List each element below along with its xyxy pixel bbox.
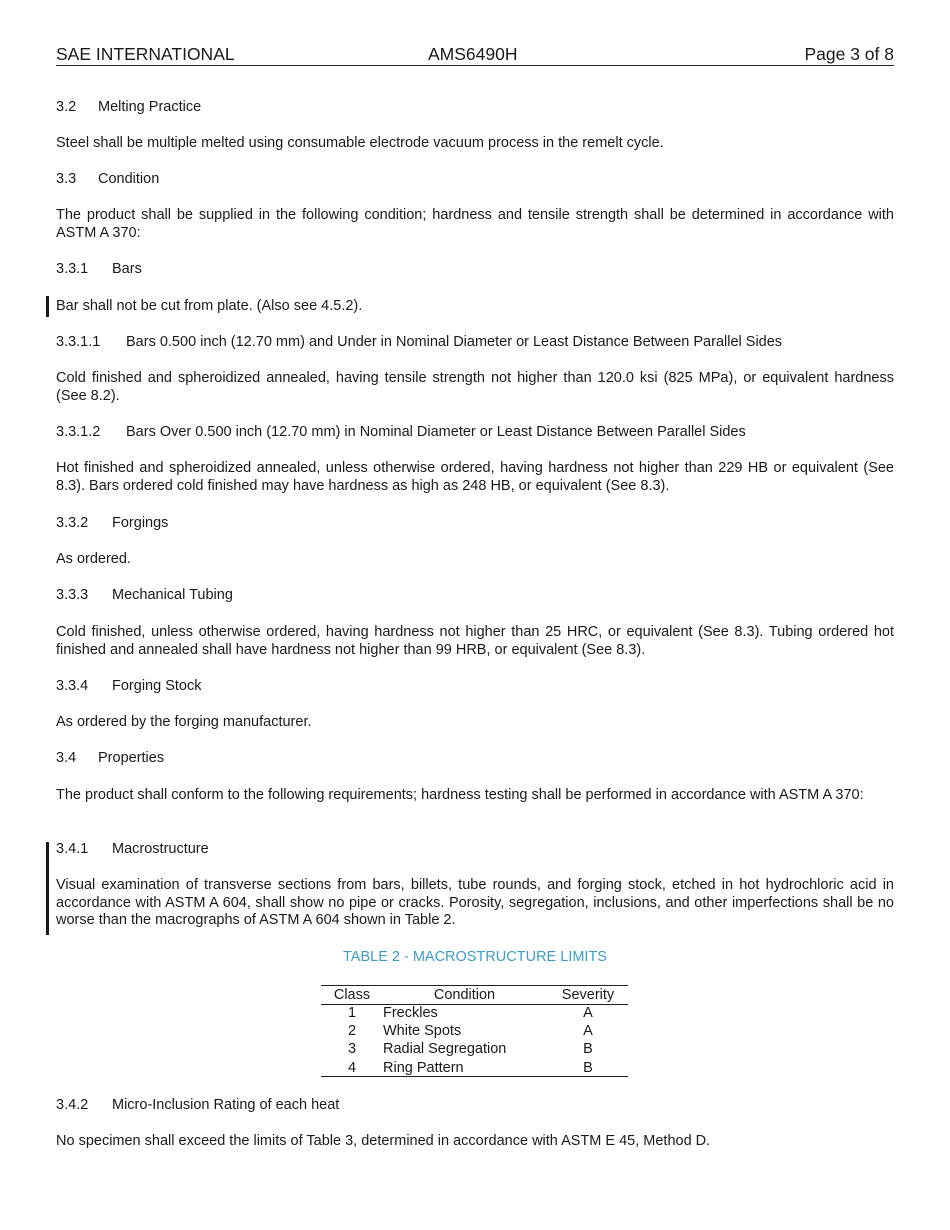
section-number: 3.3.1.1: [56, 334, 101, 350]
cell-class: 1: [347, 1005, 357, 1021]
revision-change-bar: [46, 296, 49, 317]
heading-3-3-2: [56, 515, 894, 533]
header-org: SAE INTERNATIONAL: [56, 44, 235, 64]
section-number: 3.2: [56, 99, 77, 115]
paragraph-3-3: The product shall be supplied in the following condition; hardness and tensile strength shall be determined in accordance with ASTM A 370:: [56, 207, 894, 241]
cell-condition: Ring Pattern: [383, 1059, 464, 1076]
cell-condition: Freckles: [383, 1005, 438, 1021]
paragraph-3-3-2: As ordered.: [56, 551, 131, 567]
heading-3-3-1-1: [56, 334, 894, 352]
section-title: Forgings: [112, 515, 169, 531]
section-title: Melting Practice: [98, 99, 202, 115]
paragraph-3-4-2: No specimen shall exceed the limits of Table 3, determined in accordance with ASTM E 45, Method D.: [56, 1133, 711, 1149]
section-number: 3.3.1.2: [56, 424, 101, 440]
section-title: Bars: [112, 261, 142, 277]
section-number: 3.4.1: [56, 841, 89, 857]
column-header-condition: Condition: [433, 987, 496, 1003]
revision-change-bar: [46, 842, 49, 935]
heading-3-3-4: [56, 678, 894, 696]
section-number: 3.4: [56, 750, 77, 766]
header-page-number: Page 3 of 8: [804, 44, 894, 64]
paragraph-3-3-1-2: Hot finished and spheroidized annealed, unless otherwise ordered, having hardness not higher than 229 HB or equivalent (See 8.3). Bars ordered cold finished may have hardness as high as 248 HB, or equivalent (See 8.3).: [56, 460, 894, 494]
header-doc-id: AMS6490H: [428, 44, 518, 64]
cell-class: 2: [347, 1023, 357, 1040]
paragraph-3-3-4: As ordered by the forging manufacturer.: [56, 714, 312, 730]
page-header: [56, 44, 894, 66]
table-header-row: [321, 986, 628, 1004]
section-title: Macrostructure: [112, 841, 209, 857]
section-number: 3.3.2: [56, 515, 89, 531]
cell-condition: White Spots: [383, 1023, 462, 1040]
section-title: Micro-Inclusion Rating of each heat: [112, 1097, 340, 1113]
paragraph-3-4-1: Visual examination of transverse sections from bars, billets, tube rounds, and forging stock, etched in hot hydrochloric acid in accordance with ASTM A 604, shall show no pipe or cracks. Porosity, segregation, inclusions, and other imperfections shall be no worse than the macrographs of ASTM A 604 shown in Table 2.: [56, 877, 894, 928]
heading-3-4-2: [56, 1097, 894, 1115]
heading-3-3: [56, 171, 894, 189]
cell-severity: A: [583, 1005, 593, 1021]
section-title: Condition: [98, 171, 160, 187]
section-number: 3.4.2: [56, 1097, 89, 1113]
column-header-class: Class: [333, 987, 371, 1003]
heading-3-4-1: [56, 841, 894, 859]
paragraph-3-2: Steel shall be multiple melted using consumable electrode vacuum process in the remelt cycle.: [56, 135, 664, 151]
heading-3-2: [56, 99, 894, 117]
heading-3-4: [56, 750, 894, 768]
column-header-severity: Severity: [561, 987, 615, 1003]
cell-severity: B: [583, 1041, 593, 1058]
table-row: [321, 1059, 628, 1077]
heading-3-3-1-2: [56, 424, 894, 442]
cell-class: 3: [347, 1041, 357, 1058]
table-2-title: TABLE 2 - MACROSTRUCTURE LIMITS: [343, 949, 607, 965]
paragraph-3-3-3: Cold finished, unless otherwise ordered, having hardness not higher than 25 HRC, or equivalent (See 8.3). Tubing ordered hot finished and annealed shall have hardness not higher than 99 HRB, or equivalent (See 8.3).: [56, 624, 894, 658]
heading-3-3-1: [56, 261, 894, 279]
section-number: 3.3.3: [56, 587, 89, 603]
section-title: Forging Stock: [112, 678, 202, 694]
section-title: Bars Over 0.500 inch (12.70 mm) in Nominal Diameter or Least Distance Between Parallel Sides: [126, 424, 746, 440]
section-number: 3.3: [56, 171, 77, 187]
paragraph-3-4: The product shall conform to the following requirements; hardness testing shall be performed in accordance with ASTM A 370:: [56, 787, 864, 803]
table-row: [321, 1040, 628, 1058]
table-bottom-rule: [321, 1076, 628, 1077]
paragraph-3-3-1-1: Cold finished and spheroidized annealed, having tensile strength not higher than 120.0 ksi (825 MPa), or equivalent hardness (See 8.2).: [56, 370, 894, 404]
cell-condition: Radial Segregation: [383, 1041, 507, 1058]
section-title: Properties: [98, 750, 165, 766]
cell-severity: B: [583, 1059, 593, 1076]
table-row: [321, 1022, 628, 1040]
cell-severity: A: [583, 1023, 593, 1040]
cell-class: 4: [347, 1059, 357, 1076]
table-row: [321, 1004, 628, 1022]
section-title: Bars 0.500 inch (12.70 mm) and Under in Nominal Diameter or Least Distance Between Parallel Sides: [126, 334, 783, 350]
section-number: 3.3.1: [56, 261, 89, 277]
section-title: Mechanical Tubing: [112, 587, 233, 603]
paragraph-3-3-1: Bar shall not be cut from plate. (Also see 4.5.2).: [56, 298, 363, 314]
section-number: 3.3.4: [56, 678, 89, 694]
heading-3-3-3: [56, 587, 894, 605]
